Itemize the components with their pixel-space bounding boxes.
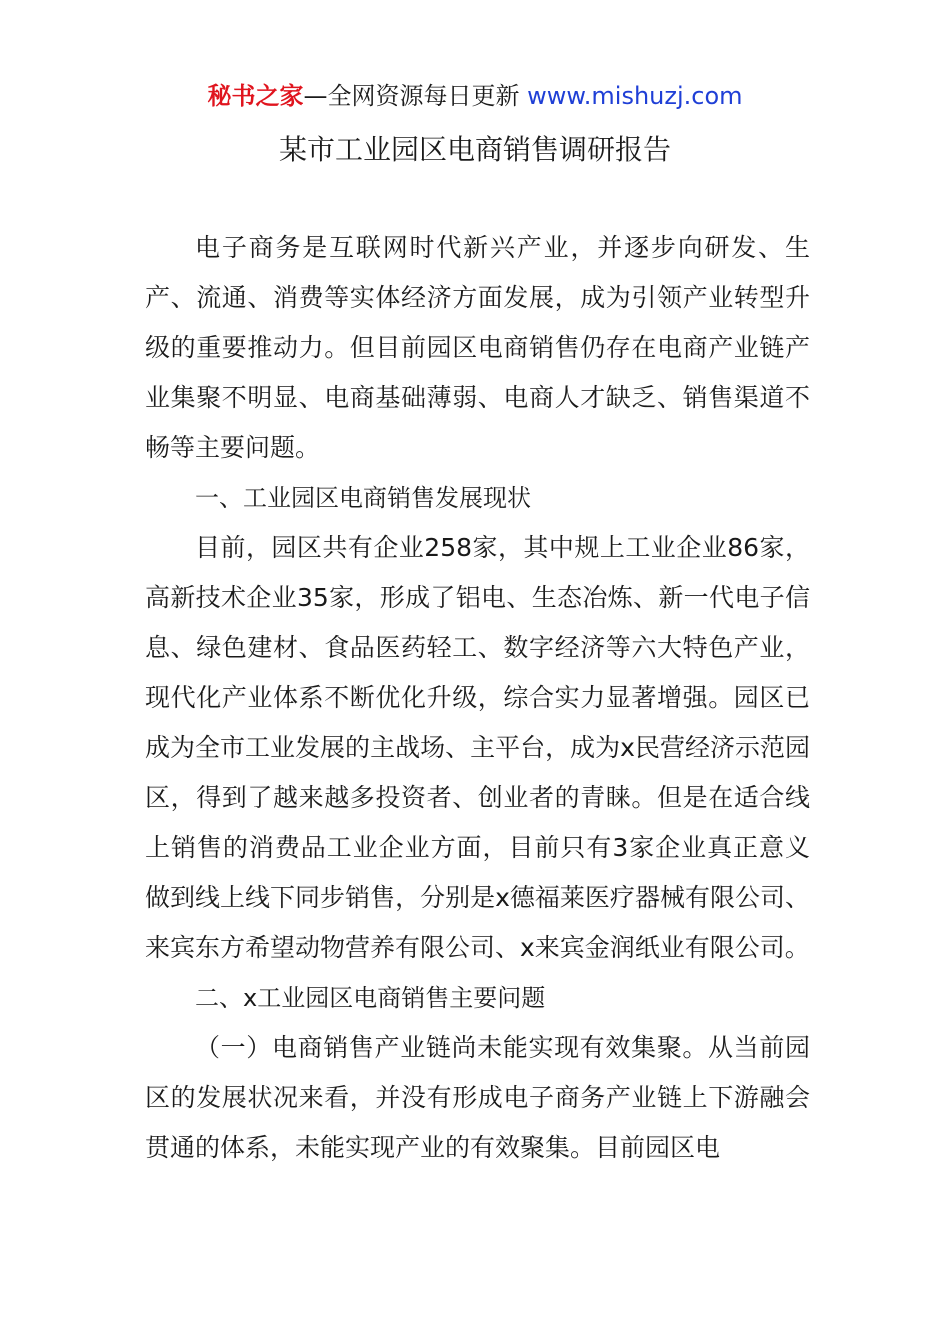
section-2-paragraph: （一）电商销售产业链尚未能实现有效集聚。从当前园区的发展状况来看，并没有形成电子商务产业链上下游融会贯通的体系，未能实现产业的有效聚集。目前园区电 — [145, 1033, 810, 1162]
section-1-heading: 一、工业园区电商销售发展现状 — [195, 484, 531, 512]
site-header — [0, 80, 950, 112]
section-2-heading: 二、x工业园区电商销售主要问题 — [195, 984, 546, 1012]
section-1-paragraph: 目前，园区共有企业258家，其中规上工业企业86家，高新技术企业35家，形成了铝电、生态冶炼、新一代电子信息、绿色建材、食品医药轻工、数字经济等六大特色产业，现代化产业体系不断优化升级，综合实力显著增强。园区已成为全市工业发展的主战场、主平台，成为x民营经济示范园区，得到了越来越多投资者、创业者的青睐。但是在适合线上销售的消费品工业企业方面，目前只有3家企业真正意义做到线上线下同步销售，分别是x德福莱医疗器械有限公司、来宾东方希望动物营养有限公司、x来宾金润纸业有限公司。 — [145, 533, 810, 962]
brand-name: 秘书之家 — [207, 82, 304, 110]
document-body — [145, 223, 810, 1173]
intro-paragraph: 电子商务是互联网时代新兴产业，并逐步向研发、生产、流通、消费等实体经济方面发展，成为引领产业转型升级的重要推动力。但目前园区电商销售仍存在电商产业链产业集聚不明显、电商基础薄弱、电商人才缺乏、销售渠道不畅等主要问题。 — [145, 233, 810, 462]
site-tagline: —全网资源每日更新 — [303, 82, 520, 110]
document-title: 某市工业园区电商销售调研报告 — [278, 133, 671, 166]
site-url-link[interactable]: www.mishuzj.com — [527, 82, 743, 110]
